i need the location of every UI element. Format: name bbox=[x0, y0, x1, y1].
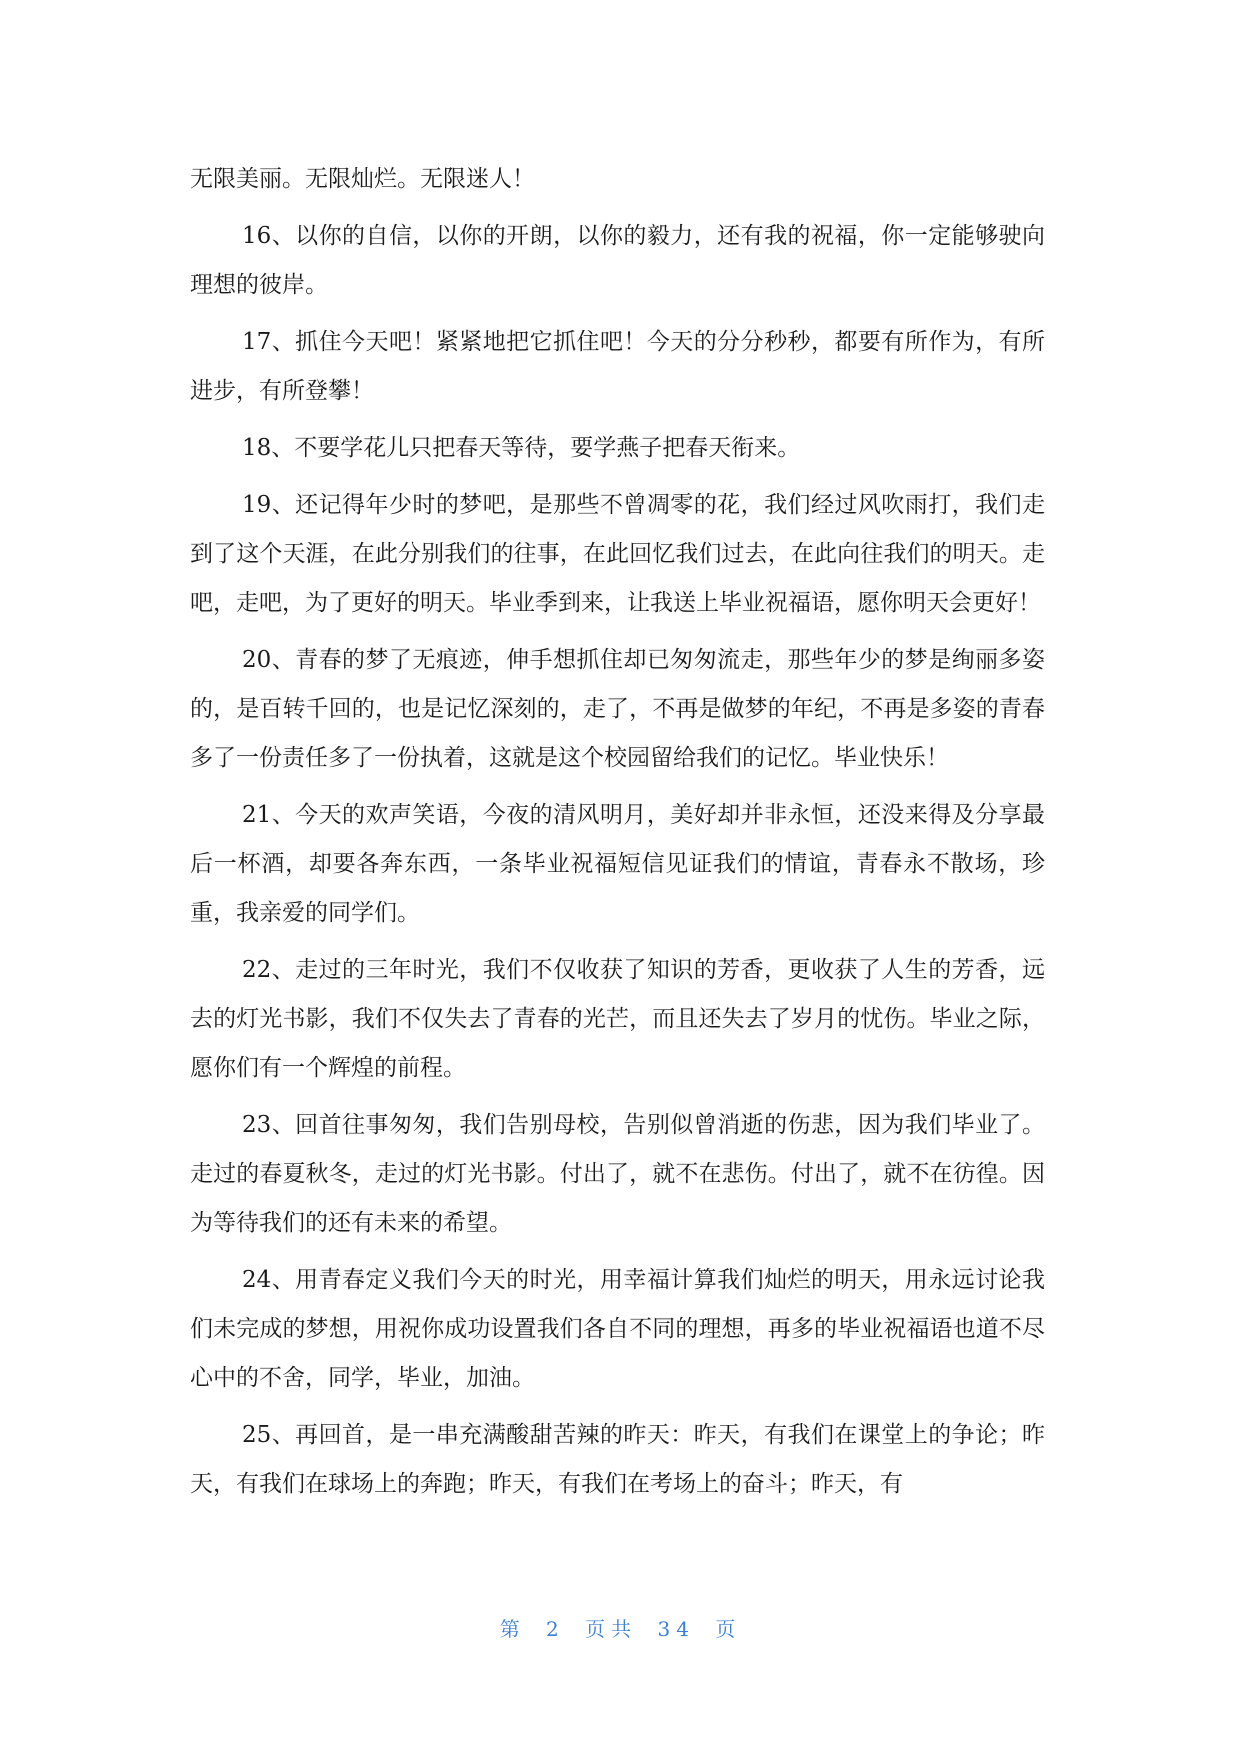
paragraph: 20、青春的梦了无痕迹，伸手想抓住却已匆匆流走，那些年少的梦是绚丽多姿的，是百转千回的，也是记忆深刻的，走了，不再是做梦的年纪，不再是多姿的青春多了一份责任多了一份执着，这就是这个校园留给我们的记忆。毕业快乐！ bbox=[190, 647, 1045, 771]
paragraph: 24、用青春定义我们今天的时光，用幸福计算我们灿烂的明天，用永远讨论我们未完成的梦想，用祝你成功设置我们各自不同的理想，再多的毕业祝福语也道不尽心中的不舍，同学，毕业，加油。 bbox=[190, 1267, 1045, 1391]
paragraph: 无限美丽。无限灿烂。无限迷人！ bbox=[190, 166, 535, 192]
paragraph: 18、不要学花儿只把春天等待，要学燕子把春天衔来。 bbox=[242, 435, 801, 461]
footer-page-number: 2 bbox=[546, 1617, 565, 1641]
paragraph: 21、今天的欢声笑语，今夜的清风明月，美好却并非永恒，还没来得及分享最后一杯酒，却要各奔东西，一条毕业祝福短信见证我们的情谊，青春永不散场，珍重，我亲爱的同学们。 bbox=[190, 802, 1045, 926]
footer-middle: 页共 bbox=[585, 1617, 638, 1641]
footer-total-pages: 34 bbox=[657, 1617, 695, 1641]
footer-prefix: 第 bbox=[499, 1617, 526, 1641]
page-footer bbox=[0, 1613, 1241, 1642]
paragraph: 17、抓住今天吧！紧紧地把它抓住吧！今天的分分秒秒，都要有所作为，有所进步，有所登攀！ bbox=[190, 329, 1045, 404]
paragraph: 25、再回首，是一串充满酸甜苦辣的昨天：昨天，有我们在课堂上的争论；昨天，有我们在球场上的奔跑；昨天，有我们在考场上的奋斗；昨天，有 bbox=[190, 1422, 1045, 1497]
paragraph: 22、走过的三年时光，我们不仅收获了知识的芳香，更收获了人生的芳香，远去的灯光书影，我们不仅失去了青春的光芒，而且还失去了岁月的忧伤。毕业之际，愿你们有一个辉煌的前程。 bbox=[190, 957, 1045, 1081]
document-body bbox=[190, 155, 1045, 1517]
footer-suffix: 页 bbox=[715, 1617, 742, 1641]
paragraph: 23、回首往事匆匆，我们告别母校，告别似曾消逝的伤悲，因为我们毕业了。走过的春夏秋冬，走过的灯光书影。付出了，就不在悲伤。付出了，就不在彷徨。因为等待我们的还有未来的希望。 bbox=[190, 1112, 1045, 1236]
paragraph: 19、还记得年少时的梦吧，是那些不曾凋零的花，我们经过风吹雨打，我们走到了这个天涯，在此分别我们的往事，在此回忆我们过去，在此向往我们的明天。走吧，走吧，为了更好的明天。毕业季到来，让我送上毕业祝福语，愿你明天会更好！ bbox=[190, 492, 1045, 616]
paragraph: 16、以你的自信，以你的开朗，以你的毅力，还有我的祝福，你一定能够驶向理想的彼岸。 bbox=[190, 223, 1045, 298]
